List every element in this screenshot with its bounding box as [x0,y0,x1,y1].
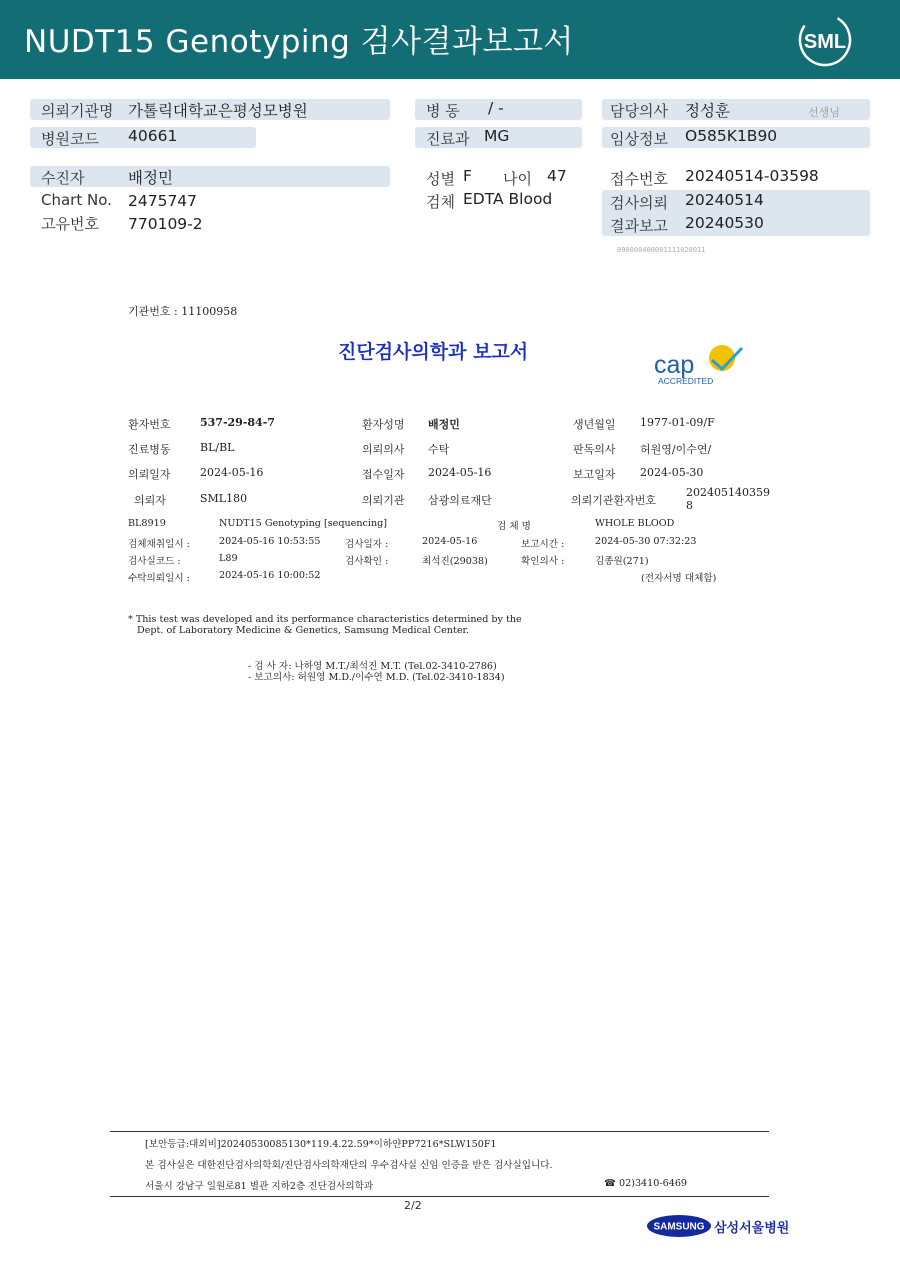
report-time-label: 보고시간 : [521,539,565,550]
name-value: 배정민 [428,418,460,431]
collect-value: 2024-05-16 10:53:55 [219,536,321,547]
staff-line-2: - 보고의사: 허원영 M.D./이수연 M.D. (Tel.02-3410-1834) [248,672,505,683]
inst-patient-value-2: 8 [686,499,693,512]
lab-code-label: 검사실코드 : [128,556,181,567]
sml-logo [797,12,853,68]
specimen-value: EDTA Blood [463,190,553,208]
test-code: BL8919 [128,518,166,529]
cap-logo-subtext: ACCREDITED [658,376,714,386]
rep-date-value: 2024-05-30 [640,466,704,479]
doctor-suffix: 선생님 [808,106,840,119]
institution-number: 기관번호 : 11100958 [128,305,238,318]
test-name: NUDT15 Genotyping [sequencing] [219,518,388,529]
confirm-value: 최석진(29038) [422,556,488,567]
patient-no-label: 환자번호 [128,418,171,431]
result-value: 20240530 [685,214,764,232]
request-value: 20240514 [685,191,764,209]
cap-logo-text: cap [654,351,695,379]
footer-bottom-rule [110,1196,769,1197]
code-label: 병원코드 [41,130,99,148]
cap-accredited-logo [652,342,748,388]
confirm-doctor-label: 확인의사 : [521,556,565,567]
requester-value: SML180 [200,492,248,505]
consign-value: 2024-05-16 10:00:52 [219,570,321,581]
req-doc-label: 의뢰의사 [362,443,405,456]
req-inst-value: 삼광의료재단 [428,494,492,507]
note-line-2: Dept. of Laboratory Medicine & Genetics, Samsung Medical Center. [137,625,470,636]
certification-line: 본 검사실은 대한진단검사의학회/진단검사의학재단의 우수검사실 신임 인증을 받은 검사실입니다. [145,1160,553,1171]
read-doc-value: 허원영/이수연/ [640,443,712,456]
request-label: 검사의뢰 [610,194,668,212]
samsung-logo-text: SAMSUNG [653,1221,705,1233]
clinical-value: O585K1B90 [685,127,778,145]
dept-value: MG [484,127,510,145]
patient-no-value: 537-29-84-7 [200,416,275,429]
code-value: 40661 [128,127,178,145]
birth-value: 1977-01-09/F [640,416,715,429]
clinical-label: 임상정보 [610,130,668,148]
dept-label: 진료과 [426,130,470,148]
ward-label: 병 동 [426,102,460,120]
age-label: 나이 [503,170,532,188]
sex-value: F [463,167,472,185]
samsung-logo [646,1214,712,1238]
address-line: 서울시 강남구 일원로81 별관 지하2층 진단검사의학과 [145,1181,374,1192]
req-doc-value: 수탁 [428,443,450,456]
ward-row-value: BL/BL [200,441,235,454]
birth-label: 생년월일 [573,418,616,431]
lab-code-value: L89 [219,553,238,564]
receipt-value: 20240514-03598 [685,167,819,185]
testdate-label: 검사일자 : [345,539,389,550]
note-line-1: * This test was developed and its performance characteristics determined by the [128,614,522,625]
sml-logo-text: SML [803,31,847,53]
read-doc-label: 판독의사 [573,443,616,456]
hospital-value: 가톨릭대학교은평성모병원 [128,102,308,120]
report-title: NUDT15 Genotyping 검사결과보고서 [24,24,574,60]
req-date-label: 의뢰일자 [128,468,171,481]
specimen-name-value: WHOLE BLOOD [595,518,675,529]
security-line: [보안등급:대외비]20240530085130*119.4.22.59*이하얀PP7216*SLW150F1 [145,1139,497,1150]
electronic-signature: (전자서명 대체함) [641,573,717,584]
confirm-label: 검사확인 : [345,556,389,567]
collect-label: 검체채취일시 : [128,539,190,550]
report-heading: 진단검사의학과 보고서 [338,341,529,363]
receipt-label: 접수번호 [610,170,668,188]
report-time-value: 2024-05-30 07:32:23 [595,536,697,547]
req-date-value: 2024-05-16 [200,466,264,479]
patient-value: 배정민 [128,169,173,187]
ward-row-label: 진료병동 [128,443,171,456]
result-label: 결과보고 [610,217,668,235]
recv-date-label: 접수일자 [362,468,405,481]
hospital-name: 삼성서울병원 [714,1221,790,1236]
rep-date-label: 보고일자 [573,468,616,481]
inst-patient-label: 의뢰기관환자번호 [571,494,657,507]
hospital-label: 의뢰기관명 [41,102,114,120]
barcode-number: 090000400001111020011 [617,246,706,254]
patient-label: 수진자 [41,169,85,187]
specimen-name-label: 검 체 명 [497,521,531,532]
id-label: 고유번호 [41,215,99,233]
consign-label: 수탁의뢰일시 : [128,573,190,584]
specimen-label: 검체 [426,193,455,211]
recv-date-value: 2024-05-16 [428,466,492,479]
id-value: 770109-2 [128,215,203,233]
ward-value: / - [488,99,504,117]
requester-label: 의뢰자 [134,494,166,507]
confirm-doctor-value: 김종원(271) [595,556,649,567]
chart-label: Chart No. [41,191,112,209]
inst-patient-value-1: 202405140359 [686,486,770,499]
doctor-label: 담당의사 [610,102,668,120]
phone-line: ☎ 02)3410-6469 [604,1178,688,1189]
page-number: 2/2 [404,1199,422,1212]
name-label: 환자성명 [362,418,405,431]
doctor-value: 정성훈 [685,102,730,120]
req-inst-label: 의뢰기관 [362,494,405,507]
staff-line-1: - 검 사 자: 나하영 M.T./최석진 M.T. (Tel.02-3410-2786) [248,661,497,672]
chart-value: 2475747 [128,192,198,210]
footer-top-rule [110,1131,769,1132]
sex-label: 성별 [426,170,455,188]
testdate-value: 2024-05-16 [422,536,478,547]
age-value: 47 [547,167,567,185]
